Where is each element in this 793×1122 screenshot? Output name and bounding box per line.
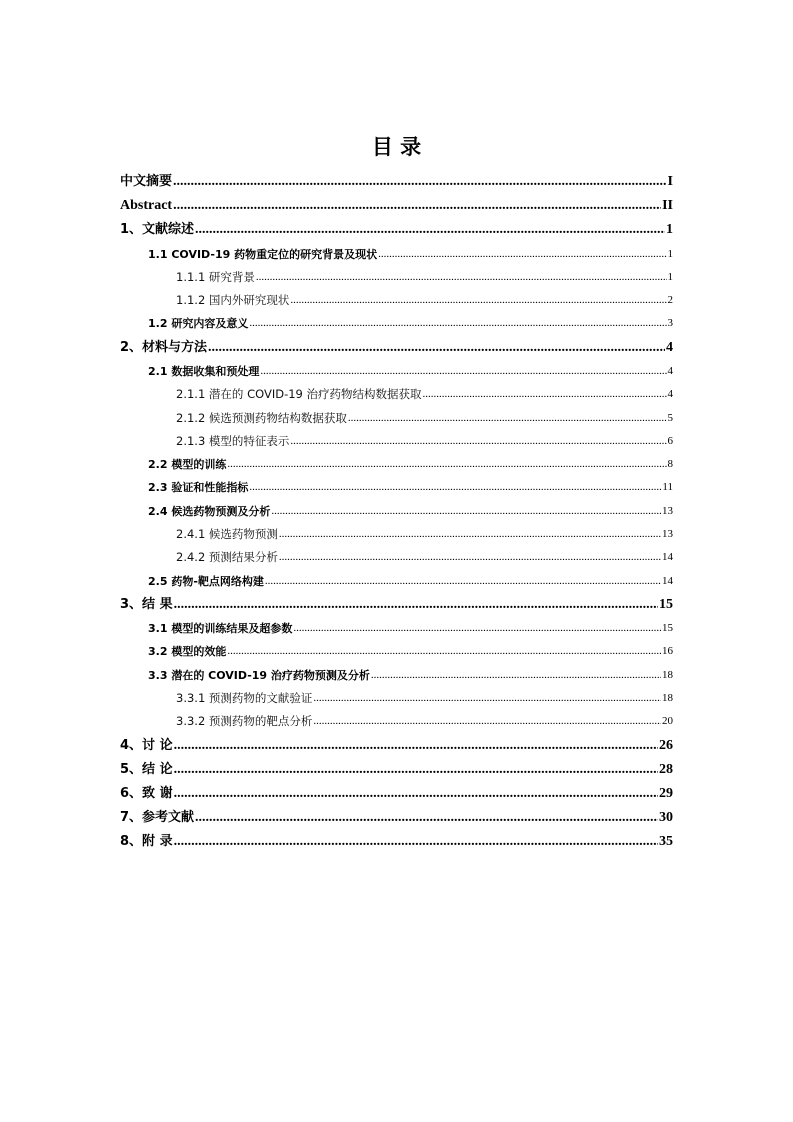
- toc-entry-label: 3.3 潜在的 COVID-19 治疗药物预测及分析: [148, 668, 370, 682]
- toc-leader: [279, 523, 661, 546]
- toc-entry-label: 3、结 果: [120, 596, 173, 612]
- toc-entry[interactable]: [120, 523, 673, 546]
- toc-leader: [249, 476, 661, 499]
- toc-leader: [174, 830, 658, 854]
- toc-entry-label: 2.4 候选药物预测及分析: [148, 504, 271, 518]
- toc-leader: [423, 383, 667, 406]
- toc-leader: [371, 664, 661, 687]
- toc-entry[interactable]: [120, 430, 673, 453]
- toc-entry[interactable]: [120, 734, 673, 758]
- toc-entry[interactable]: [120, 687, 673, 710]
- toc-leader: [195, 218, 665, 242]
- toc-entry[interactable]: [120, 453, 673, 476]
- toc-leader: [173, 170, 667, 194]
- toc-entry-page: 28: [659, 761, 673, 777]
- toc-entry-page: 18: [662, 668, 673, 681]
- toc-entry-page: 3: [667, 317, 673, 330]
- toc-entry[interactable]: [120, 243, 673, 266]
- toc-entry[interactable]: [120, 758, 673, 782]
- toc-entry[interactable]: [120, 640, 673, 663]
- toc-leader: [348, 407, 667, 430]
- toc-entry[interactable]: [120, 830, 673, 854]
- toc-entry-page: 4: [666, 339, 673, 355]
- toc-entry-label: 2.5 药物-靶点网络构建: [148, 574, 264, 588]
- toc-entry-label: 2.2 模型的训练: [148, 458, 227, 472]
- toc-leader: [174, 758, 658, 782]
- toc-entry[interactable]: [120, 782, 673, 806]
- toc-leader: [174, 782, 658, 806]
- toc-entry-page: 20: [662, 715, 673, 728]
- toc-leader: [195, 806, 658, 830]
- toc-entry-label: 3.1 模型的训练结果及超参数: [148, 622, 293, 636]
- toc-entry-page: 1: [667, 270, 673, 283]
- toc-leader: [256, 266, 667, 289]
- toc-entry-label: 1.1 COVID-19 药物重定位的研究背景及现状: [148, 247, 378, 261]
- toc-entry[interactable]: [120, 593, 673, 617]
- toc-entry-label: 3.2 模型的效能: [148, 645, 227, 659]
- toc-entry[interactable]: [120, 617, 673, 640]
- toc-entry-page: 1: [667, 247, 673, 260]
- toc-leader: [290, 289, 666, 312]
- toc-leader: [174, 734, 658, 758]
- toc-entry[interactable]: [120, 500, 673, 523]
- toc-entry-label: 2.4.2 预测结果分析: [176, 550, 278, 565]
- toc-entry-page: 15: [659, 596, 673, 612]
- toc-entry-page: 5: [667, 411, 673, 424]
- toc-entry-page: 11: [662, 481, 673, 494]
- toc-entry[interactable]: [120, 360, 673, 383]
- toc-entry-label: 2.1.1 潜在的 COVID-19 治疗药物结构数据获取: [176, 387, 422, 402]
- toc-entry-page: 8: [667, 458, 673, 471]
- toc-entry[interactable]: [120, 664, 673, 687]
- toc-entry-page: 6: [667, 434, 673, 447]
- toc-entry-page: 14: [662, 551, 673, 564]
- toc-entry-page: 16: [662, 645, 673, 658]
- toc-leader: [208, 336, 665, 360]
- toc-leader: [293, 617, 661, 640]
- toc-entry-page: 29: [659, 785, 673, 801]
- toc-entry-page: II: [662, 198, 673, 214]
- toc-entry-label: 5、结 论: [120, 761, 173, 777]
- toc-entry[interactable]: [120, 546, 673, 569]
- toc-entry-label: 1.2 研究内容及意义: [148, 317, 249, 331]
- toc-leader: [174, 593, 658, 617]
- toc-entry-label: 3.3.2 预测药物的靶点分析: [176, 714, 313, 729]
- toc-leader: [313, 710, 661, 733]
- toc-entry[interactable]: [120, 312, 673, 335]
- toc-leader: [290, 430, 666, 453]
- toc-entry-page: 4: [667, 388, 673, 401]
- toc-leader: [249, 312, 666, 335]
- toc-entry[interactable]: [120, 710, 673, 733]
- toc-entry-label: 2.1 数据收集和预处理: [148, 364, 260, 378]
- toc-leader: [378, 243, 666, 266]
- toc-entry-page: 1: [666, 222, 673, 238]
- toc-entry[interactable]: [120, 383, 673, 406]
- toc-entry[interactable]: [120, 336, 673, 360]
- toc-entry-label: 1、文献综述: [120, 222, 195, 238]
- toc-entry-label: Abstract: [120, 198, 173, 214]
- toc-entry[interactable]: [120, 218, 673, 242]
- toc-entry-label: 6、致 谢: [120, 785, 173, 801]
- toc-leader: [227, 640, 661, 663]
- toc-entry-label: 中文摘要: [120, 173, 173, 189]
- toc-entry-page: 26: [659, 737, 673, 753]
- page-title: 目 录: [371, 135, 422, 159]
- toc-entry[interactable]: [120, 407, 673, 430]
- toc-entry[interactable]: [120, 476, 673, 499]
- toc-leader: [279, 546, 661, 569]
- toc-entry-label: 2.3 验证和性能指标: [148, 481, 249, 495]
- toc-entry-label: 8、附 录: [120, 834, 173, 850]
- toc-entry-label: 2、材料与方法: [120, 339, 208, 355]
- toc-entry-label: 7、参考文献: [120, 810, 195, 826]
- toc-leader: [227, 453, 666, 476]
- toc-entry-page: 30: [659, 810, 673, 826]
- toc-entry-page: 35: [659, 834, 673, 850]
- table-of-contents: [120, 170, 673, 855]
- toc-entry-page: 18: [662, 691, 673, 704]
- toc-leader: [265, 570, 661, 593]
- toc-leader: [260, 360, 666, 383]
- toc-entry-page: 2: [667, 294, 673, 307]
- toc-entry[interactable]: [120, 170, 673, 194]
- toc-entry-label: 1.1.2 国内外研究现状: [176, 293, 290, 308]
- toc-entry-page: 13: [662, 504, 673, 517]
- toc-entry[interactable]: [120, 266, 673, 289]
- toc-entry[interactable]: [120, 289, 673, 312]
- toc-entry-label: 1.1.1 研究背景: [176, 269, 255, 284]
- toc-leader: [173, 194, 661, 218]
- toc-entry-page: 14: [662, 574, 673, 587]
- toc-entry-page: 15: [662, 622, 673, 635]
- toc-entry-label: 2.1.3 模型的特征表示: [176, 433, 290, 448]
- toc-entry[interactable]: [120, 806, 673, 830]
- toc-entry-label: 4、讨 论: [120, 737, 173, 753]
- toc-entry-label: 2.1.2 候选预测药物结构数据获取: [176, 410, 347, 425]
- toc-entry[interactable]: [120, 194, 673, 218]
- toc-entry[interactable]: [120, 570, 673, 593]
- toc-entry-page: 13: [662, 528, 673, 541]
- toc-entry-label: 3.3.1 预测药物的文献验证: [176, 690, 313, 705]
- toc-leader: [271, 500, 661, 523]
- toc-entry-page: 4: [667, 364, 673, 377]
- toc-leader: [313, 687, 661, 710]
- toc-entry-page: I: [667, 173, 673, 189]
- toc-entry-label: 2.4.1 候选药物预测: [176, 527, 278, 542]
